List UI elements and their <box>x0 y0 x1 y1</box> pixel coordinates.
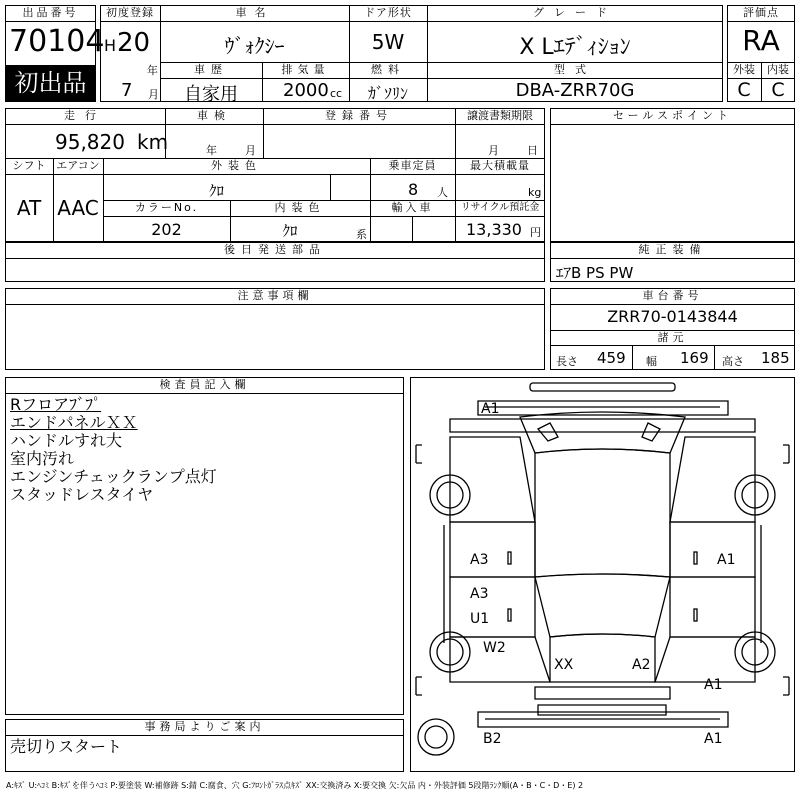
damage-right-door: A1 <box>717 552 736 568</box>
year-unit: 年 <box>147 64 158 77</box>
displacement-unit: cc <box>330 87 343 100</box>
inspector-note: エンドパネルＸＸ <box>10 413 138 432</box>
damage-left-u: U1 <box>470 611 490 627</box>
inspector-note: エンジンチェックランプ点灯 <box>10 467 217 486</box>
door-type: 5W <box>371 30 405 54</box>
mileage-unit: km <box>137 130 169 154</box>
inspection-year: 年 <box>206 144 217 157</box>
reg-year: 20 <box>117 28 151 58</box>
lot-number: 70104 <box>9 24 105 59</box>
fuel-label: 燃料 <box>371 63 405 76</box>
recycle-label: リサイクル預託金 <box>460 202 540 213</box>
score-label: 評価点 <box>743 6 779 19</box>
damage-front: A1 <box>481 401 500 417</box>
equipment-label: 純正装備 <box>638 243 707 256</box>
length: 459 <box>597 349 626 367</box>
transfer-day: 日 <box>527 144 538 157</box>
damage-left-w: W2 <box>483 640 506 656</box>
seats: 8 <box>408 180 419 199</box>
lot-label: 出品番号 <box>22 6 79 19</box>
damage-back-right: A1 <box>704 731 723 747</box>
shift-label: シフト <box>12 159 46 172</box>
fuel: ｶﾞｿﾘﾝ <box>367 84 408 103</box>
reg-label: 初度登録 <box>106 6 154 19</box>
grade: X Lｴﾃﾞｨｼｮﾝ <box>519 35 631 60</box>
history-label: 車歴 <box>194 63 228 76</box>
mileage: 95,820 <box>55 130 125 154</box>
shift: AT <box>16 196 42 220</box>
color-label: 外装色 <box>211 159 262 172</box>
height-label: 高さ <box>722 355 744 368</box>
color-no-label: カラーNo. <box>134 201 199 214</box>
width: 169 <box>680 349 709 367</box>
load-label: 最大積載量 <box>470 159 530 172</box>
interior-label: 内装 <box>767 63 789 76</box>
sales-point-label: セールスポイント <box>612 109 732 122</box>
mileage-label: 走行 <box>64 109 106 122</box>
door-label: ドア形状 <box>364 6 412 19</box>
legend: A:ｷｽﾞ U:ﾍｺﾐ B:ｷｽﾞを伴うﾍｺﾐ P:要塗装 W:補修跡 S:錆 C:腐食、穴 G:ﾌﾛﾝﾄｶﾞﾗｽ点ｷｽﾞ XX:交換済み X:要交換 欠:欠品 内・外装評価 5段階ﾗﾝｸ順(A・B・C・D・E) 2 <box>6 781 584 790</box>
inspection-month: 月 <box>245 144 256 157</box>
inspector-note: スタッドレスタイヤ <box>10 485 154 504</box>
inspector-note: ハンドルすれ大 <box>10 431 123 450</box>
model-label: 型式 <box>554 63 596 76</box>
damage-back-left: B2 <box>483 731 502 747</box>
damage-rear-right: A2 <box>632 657 651 673</box>
inspector-note: 室内汚れ <box>10 449 75 468</box>
grade-label: グレード <box>533 6 617 19</box>
damage-rear-left: XX <box>554 657 574 673</box>
car-name: ｳﾞｫｸｼｰ <box>224 34 285 58</box>
equipment: ｴｱB PS PW <box>556 264 634 282</box>
inspector-label: 検査員記入欄 <box>159 378 250 391</box>
office-label: 事務局よりご案内 <box>144 720 265 733</box>
reg-month: 7 <box>121 80 133 101</box>
month-unit: 月 <box>148 88 159 101</box>
import-label: 輸入車 <box>391 201 434 214</box>
recycle-fee: 13,330 <box>466 220 522 239</box>
exterior-grade: C <box>737 79 751 101</box>
chassis-label: 車台番号 <box>642 289 703 302</box>
transfer-month: 月 <box>488 144 499 157</box>
history: 自家用 <box>184 84 238 105</box>
damage-left-door: A3 <box>470 552 489 568</box>
dims-label: 諸元 <box>657 331 688 344</box>
registration-label: 登録番号 <box>325 109 393 122</box>
model-code: DBA-ZRR70G <box>515 80 635 101</box>
car-diagram <box>410 377 795 772</box>
later-parts-label: 後日発送部品 <box>224 243 326 256</box>
score: RA <box>742 24 780 57</box>
length-label: 長さ <box>556 355 578 368</box>
interior-color-label: 内装色 <box>274 201 326 214</box>
name-label: 車名 <box>235 6 274 19</box>
aircon-label: エアコン <box>56 159 100 172</box>
interior-grade: C <box>771 79 785 101</box>
seats-label: 乗車定員 <box>388 159 437 172</box>
first-listing-badge: 初出品 <box>5 65 96 102</box>
reg-era: H <box>104 36 117 55</box>
load-unit: kg <box>528 186 542 199</box>
displacement: 2000 <box>283 80 329 101</box>
damage-left-door-2: A3 <box>470 586 489 602</box>
seats-unit: 人 <box>437 186 448 199</box>
interior-color-unit: 系 <box>356 228 367 241</box>
inspector-note: Rフロアﾌﾞﾌﾟ <box>10 395 102 414</box>
height: 185 <box>761 349 790 367</box>
caution-label: 注意事項欄 <box>237 289 313 302</box>
damage-right-rear: A1 <box>704 677 723 693</box>
chassis-number: ZRR70-0143844 <box>607 307 738 326</box>
inspection-label: 車検 <box>197 109 231 122</box>
displacement-label: 排気量 <box>281 63 330 76</box>
exterior-label: 外装 <box>733 63 755 76</box>
color-no: 202 <box>151 220 182 239</box>
width-label: 幅 <box>646 355 657 368</box>
recycle-unit: 円 <box>530 226 541 239</box>
body-color: ｸﾛ <box>208 182 224 200</box>
office-note: 売切りスタート <box>10 737 123 756</box>
aircon: AAC <box>57 196 99 220</box>
transfer-deadline-label: 譲渡書類期限 <box>467 109 533 122</box>
interior-color: ｸﾛ <box>282 222 298 240</box>
